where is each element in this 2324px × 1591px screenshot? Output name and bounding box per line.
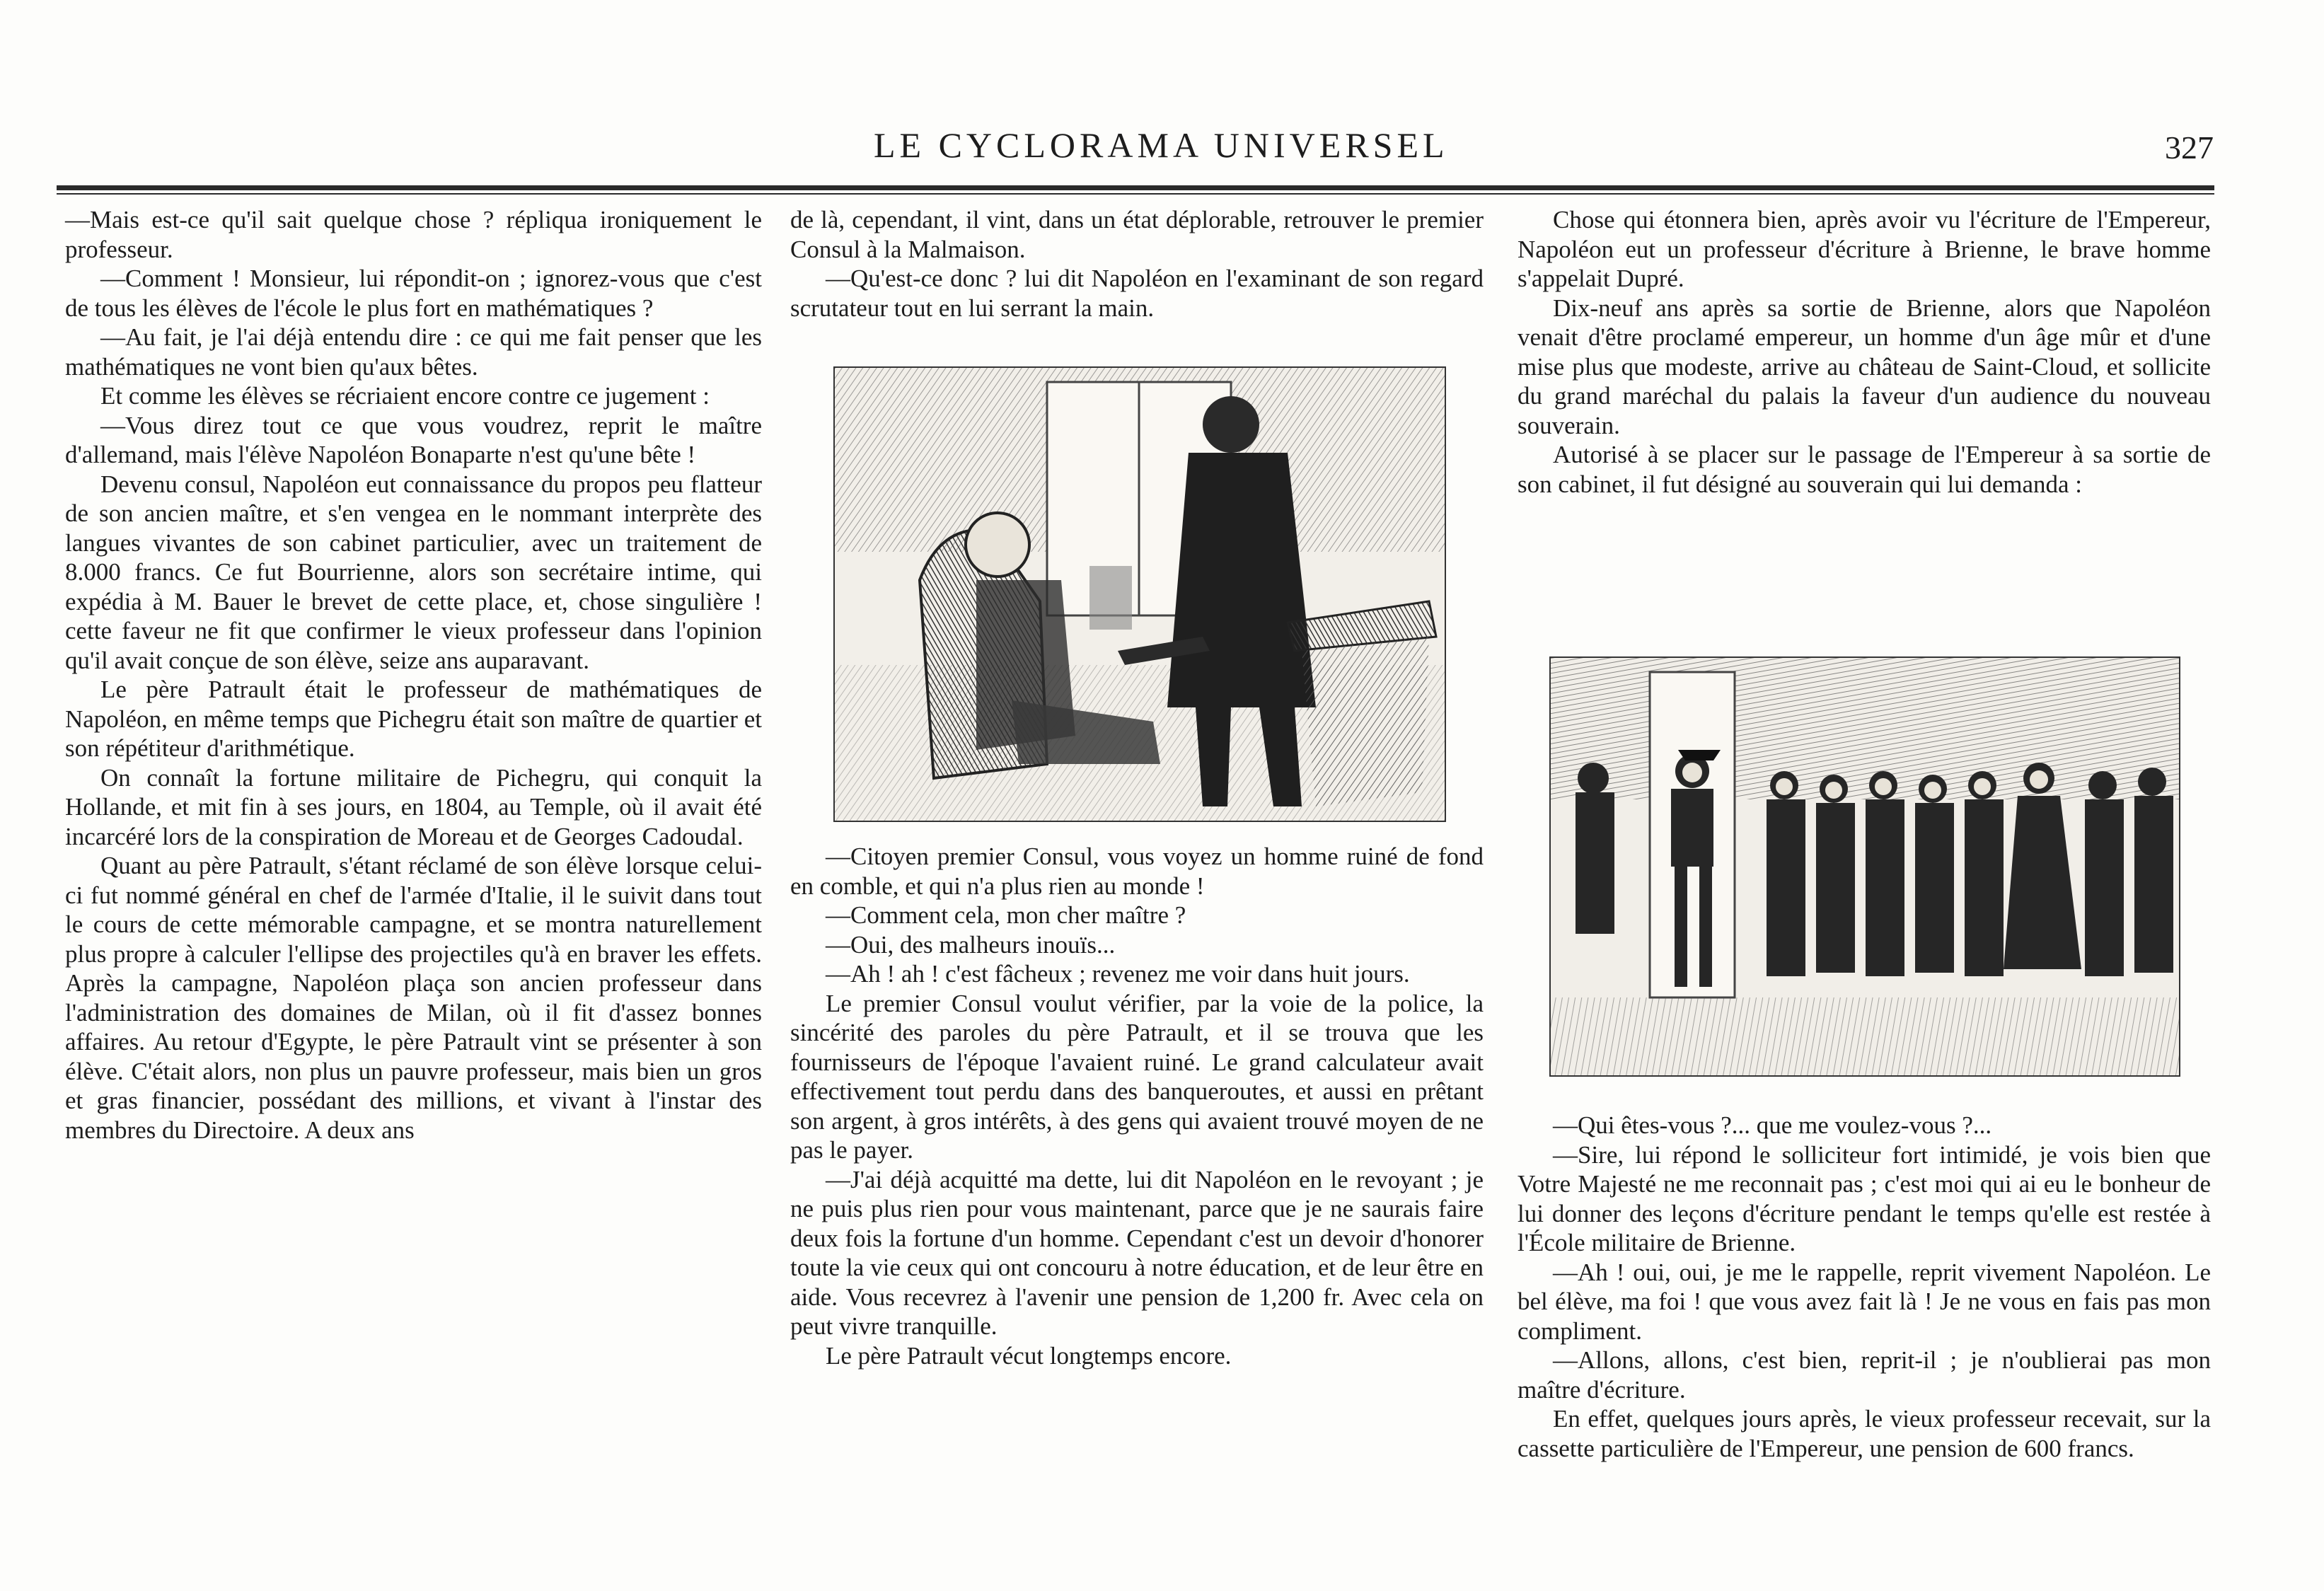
- paragraph: —Ah ! oui, oui, je me le rappelle, reprit vivement Napoléon. Le bel élève, ma foi ! que vous avez fait là ! Je ne vous en fais pas mon compliment.: [1517, 1258, 2211, 1345]
- column-3-top: [1517, 205, 2211, 499]
- illustration-emperor-audience: [1549, 656, 2180, 1077]
- illustration-napoleon-and-professor: [833, 366, 1446, 822]
- paragraph: —Qu'est-ce donc ? lui dit Napoléon en l'examinant de son regard scrutateur tout en lui serrant la main.: [790, 265, 1484, 322]
- header-rule: [57, 185, 2214, 190]
- paragraph: —Sire, lui répond le solliciteur fort intimidé, je vois bien que Votre Majesté ne me reconnait pas ; c'est moi qui ai eu le bonheur de lui donner des leçons d'écriture pendant le temps qu'elle est restée à l'École militaire de Brienne.: [1517, 1140, 2211, 1256]
- paragraph: —Ah ! ah ! c'est fâcheux ; revenez me voir dans huit jours.: [826, 960, 1410, 988]
- column-2-bottom: [790, 842, 1484, 1370]
- header-rule-thin: [57, 193, 2214, 195]
- paragraph: Devenu consul, Napoléon eut connaissance du propos peu flatteur de son ancien maître, et s'en vengea en le nommant interprète des langues vivantes de son cabinet particulier, avec un traitement de 8.000 francs. Ce fut Bourrienne, alors son secrétaire intime, qui expédia à M. Bauer le brevet de cette place, et, chose singulière ! cette faveur ne fit que confirmer le vieux professeur dans l'opinion qu'il avait conçue de son élève, seize ans auparavant.: [65, 470, 762, 674]
- paragraph: Le premier Consul voulut vérifier, par la voie de la police, la sincérité des paroles du père Patrault, et il se trouva que les fournisseurs de l'époque l'avaient ruiné. Le grand calculateur avait effectivement tout perdu dans des banqueroutes, et aussi en prêtant son argent, à gros intérêts, à des gens qui avaient trouvé moyen de ne pas le payer.: [790, 989, 1484, 1164]
- paragraph: —Citoyen premier Consul, vous voyez un homme ruiné de fond en comble, et qui n'a plus rien au monde !: [790, 843, 1484, 900]
- paragraph: —Mais est-ce qu'il sait quelque chose ? répliqua ironiquement le professeur.: [65, 206, 762, 263]
- paragraph: —Vous direz tout ce que vous voudrez, reprit le maître d'allemand, mais l'élève Napoléon Bonaparte n'est qu'une bête !: [65, 411, 762, 468]
- column-3-bottom: [1517, 1111, 2211, 1463]
- paragraph: Autorisé à se placer sur le passage de l'Empereur à sa sortie de son cabinet, il fut désigné au souverain qui lui demanda :: [1517, 441, 2211, 498]
- paragraph: —Qui êtes-vous ?... que me voulez-vous ?...: [1553, 1111, 1992, 1139]
- engraving-image: [1551, 658, 2179, 1075]
- paragraph: de là, cependant, il vint, dans un état déplorable, retrouver le premier Consul à la Malmaison.: [790, 206, 1484, 263]
- paragraph: —Comment cela, mon cher maître ?: [826, 901, 1186, 929]
- column-1: [65, 205, 762, 1145]
- paragraph: On connaît la fortune militaire de Pichegru, qui conquit la Hollande, et mit fin à ses jours, en 1804, au Temple, où il avait été incarcéré lors de la conspiration de Moreau et de Georges Cadoudal.: [65, 763, 762, 850]
- paragraph: Chose qui étonnera bien, après avoir vu l'écriture de l'Empereur, Napoléon eut un professeur d'écriture à Brienne, le brave homme s'appelait Dupré.: [1517, 206, 2211, 292]
- paragraph: Et comme les élèves se récriaient encore contre ce jugement :: [100, 382, 710, 410]
- paragraph: —Au fait, je l'ai déjà entendu dire : ce qui me fait penser que les mathématiques ne vont bien qu'aux bêtes.: [65, 323, 762, 381]
- paragraph: Le père Patrault était le professeur de mathématiques de Napoléon, en même temps que Pichegru était son maître de quartier et son répétiteur d'arithmétique.: [65, 676, 762, 762]
- paragraph: —Allons, allons, c'est bien, reprit-il ; je n'oublierai pas mon maître d'écriture.: [1517, 1346, 2211, 1404]
- engraving-image: [835, 368, 1445, 821]
- running-title: LE CYCLORAMA UNIVERSEL: [874, 125, 1449, 165]
- paragraph: —Oui, des malheurs inouïs...: [826, 930, 1116, 959]
- paragraph: —J'ai déjà acquitté ma dette, lui dit Napoléon en le revoyant ; je ne puis plus rien pour vous maintenant, parce que je ne saurais faire deux fois la fortune d'un homme. Cependant c'est un devoir d'honorer toute la vie ceux qui ont concouru à notre éducation, et de leur être en aide. Vous recevrez à l'avenir une pension de 1,200 fr. Avec cela on peut vivre tranquille.: [790, 1165, 1484, 1340]
- paragraph: Quant au père Patrault, s'étant réclamé de son élève lorsque celui-ci fut nommé général en chef de l'armée d'Italie, il le suivit dans tout le cours de cette mémorable campagne, et se montra naturellement plus propre à calculer l'ellipse des projectiles qu'à en braver les effets. Après la campagne, Napoléon plaça son ancien professeur dans l'administration des domaines de Milan, où il fit d'assez bonnes affaires. Au retour d'Egypte, le père Patrault vint se présenter à son élève. C'était alors, non plus un pauvre professeur, mais bien un gros et gras financier, possédant des millions, et vivant à l'instar des membres du Directoire. A deux ans: [65, 852, 762, 1144]
- column-2-top: [790, 205, 1484, 323]
- paragraph: Dix-neuf ans après sa sortie de Brienne, alors que Napoléon venait d'être proclamé empereur, un homme d'un âge mûr et d'une mise plus que modeste, arrive au château de Saint-Cloud, et sollicite du grand maréchal du palais la faveur d'un audience du nouveau souverain.: [1517, 294, 2211, 439]
- paragraph: En effet, quelques jours après, le vieux professeur recevait, sur la cassette particulière de l'Empereur, une pension de 600 francs.: [1517, 1405, 2211, 1462]
- paragraph: —Comment ! Monsieur, lui répondit-on ; ignorez-vous que c'est de tous les élèves de l'école le plus fort en mathématiques ?: [65, 265, 762, 322]
- paragraph: Le père Patrault vécut longtemps encore.: [826, 1341, 1232, 1370]
- page-number: 327: [2165, 129, 2214, 166]
